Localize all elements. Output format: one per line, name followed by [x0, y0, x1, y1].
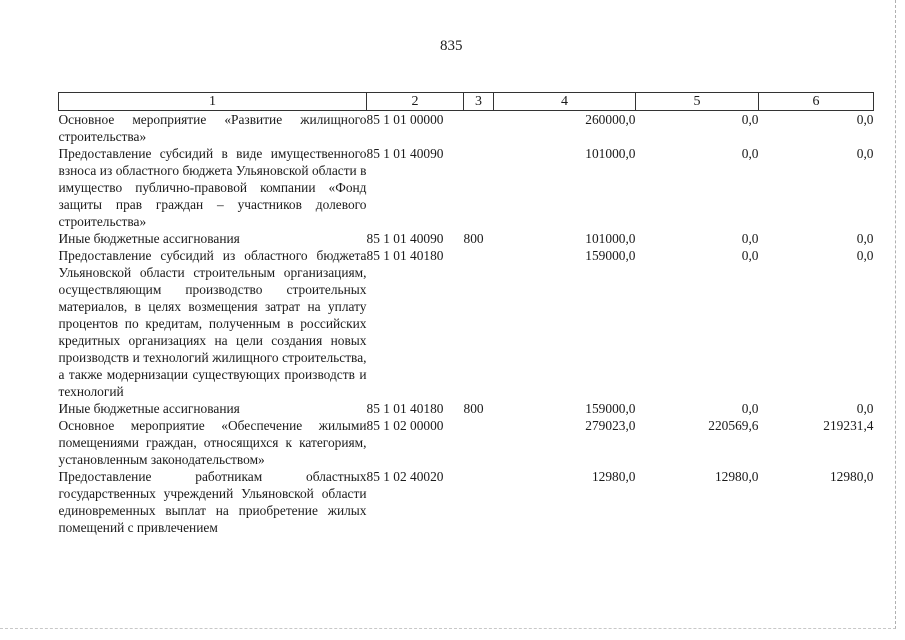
amount-col6: 12980,0 — [829, 469, 874, 484]
budget-code: 85 1 01 40180 — [366, 248, 444, 263]
amount-col6: 0,0 — [856, 146, 874, 161]
budget-code: 85 1 01 40090 — [366, 146, 444, 161]
table-row — [59, 468, 874, 536]
expense-type: 800 — [463, 401, 484, 416]
page-number: 835 — [440, 38, 463, 54]
amount-col4: 12980,0 — [591, 469, 636, 484]
budget-table — [58, 92, 874, 536]
amount-col4: 159000,0 — [585, 248, 636, 263]
item-name: Основное мероприятие «Развитие жилищного строительства» — [58, 112, 367, 144]
item-name: Предоставление работникам областных государственных учреждений Ульяновской области единовременных выплат на приобретение жилых помещений с привлечением — [58, 469, 367, 535]
amount-col6: 0,0 — [856, 401, 874, 416]
table-row — [59, 400, 874, 417]
expense-type — [464, 145, 494, 230]
item-name: Предоставление субсидий в виде имущественного взноса из областного бюджета Ульяновской области в имущество публично-правовой компании «Фонд защиты прав граждан – участников долевого строительства» — [58, 146, 367, 229]
table-row — [59, 247, 874, 400]
column-header: 3 — [464, 93, 494, 111]
column-header: 1 — [59, 93, 367, 111]
amount-col4: 101000,0 — [585, 231, 636, 246]
column-header: 2 — [367, 93, 464, 111]
amount-col4: 159000,0 — [585, 401, 636, 416]
amount-col4: 260000,0 — [585, 112, 636, 127]
table-row — [59, 417, 874, 468]
amount-col5: 0,0 — [741, 231, 759, 246]
amount-col6: 0,0 — [856, 248, 874, 263]
item-name: Иные бюджетные ассигнования — [58, 231, 240, 246]
item-name: Основное мероприятие «Обеспечение жилыми помещениями граждан, относящихся к категориям, установленным законодательством» — [58, 418, 367, 467]
amount-col6: 219231,4 — [823, 418, 874, 433]
amount-col6: 0,0 — [856, 231, 874, 246]
amount-col5: 0,0 — [741, 146, 759, 161]
column-header: 5 — [636, 93, 759, 111]
amount-col6: 0,0 — [856, 112, 874, 127]
expense-type — [464, 247, 494, 400]
table-row — [59, 230, 874, 247]
expense-type — [464, 111, 494, 146]
item-name: Предоставление субсидий из областного бюджета Ульяновской области строительным организациям, осуществляющим производство строительных материалов, в целях возмещения затрат на уплату процентов по кредитам, полученным в российских кредитных организациях на цели создания новых производств и технологий жилищного строительства, а также модернизации существующих производств и технологий — [58, 248, 367, 399]
amount-col5: 0,0 — [741, 248, 759, 263]
budget-code: 85 1 02 40020 — [366, 469, 444, 484]
amount-col5: 12980,0 — [714, 469, 759, 484]
expense-type — [464, 468, 494, 536]
column-header: 6 — [759, 93, 874, 111]
column-header-row — [59, 93, 874, 111]
amount-col5: 0,0 — [741, 112, 759, 127]
amount-col5: 0,0 — [741, 401, 759, 416]
item-name: Иные бюджетные ассигнования — [58, 401, 240, 416]
budget-code: 85 1 01 40180 — [366, 401, 444, 416]
amount-col4: 279023,0 — [585, 418, 636, 433]
expense-type: 800 — [463, 231, 484, 246]
budget-code: 85 1 01 40090 — [366, 231, 444, 246]
amount-col5: 220569,6 — [708, 418, 759, 433]
expense-type — [464, 417, 494, 468]
table-row — [59, 145, 874, 230]
amount-col4: 101000,0 — [585, 146, 636, 161]
column-header: 4 — [494, 93, 636, 111]
budget-code: 85 1 02 00000 — [366, 418, 444, 433]
budget-code: 85 1 01 00000 — [366, 112, 444, 127]
table-row — [59, 111, 874, 146]
